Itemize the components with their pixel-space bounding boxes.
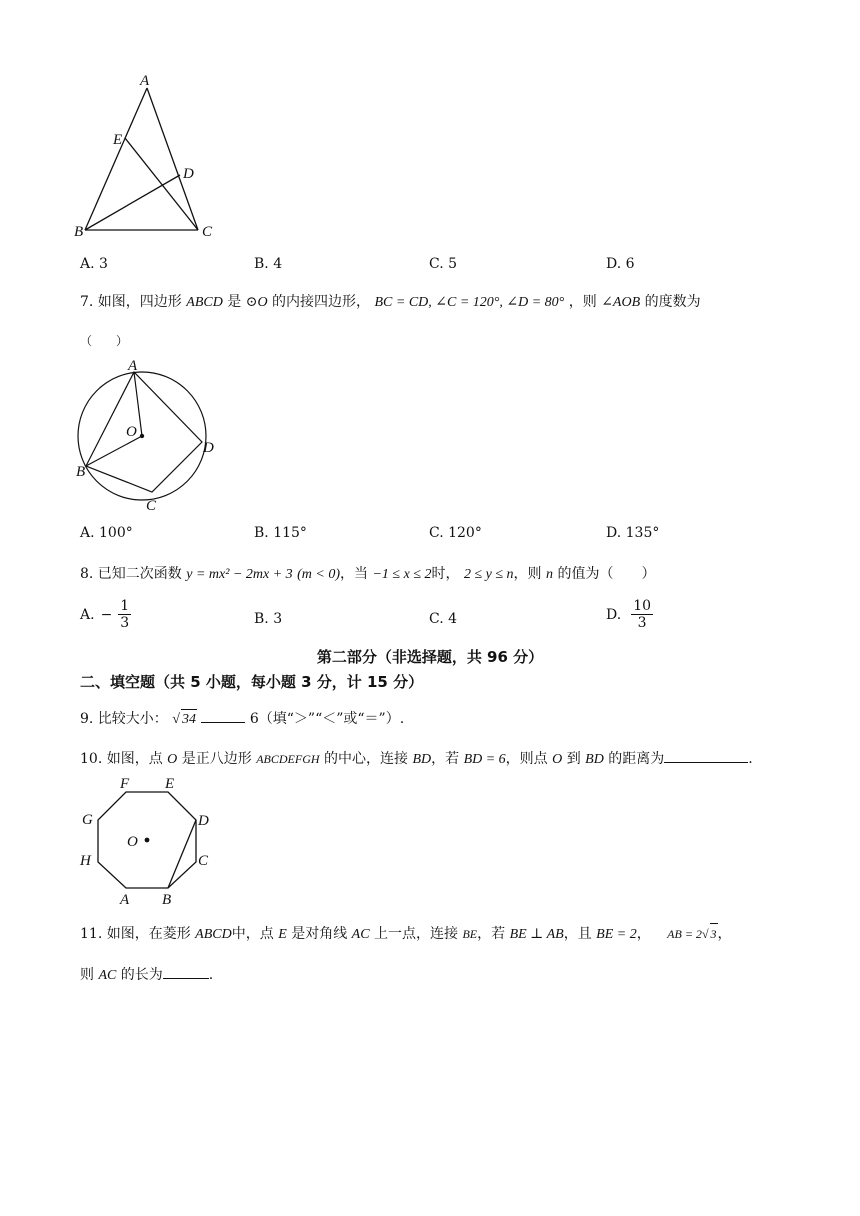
- q6-label-d: D: [183, 166, 194, 182]
- q10-label-d: D: [198, 813, 209, 829]
- q7-circle-figure: [72, 358, 222, 516]
- q7-option-a: A. 100°: [80, 525, 133, 541]
- q10-label-a: A: [120, 892, 130, 908]
- q8-stem: 8. 已知二次函数 y = mx² − 2mx + 3 (m < 0)，当 −1 ≤ x ≤ 2时， 2 ≤ y ≤ n，则 n 的值为（ ）: [80, 566, 656, 582]
- q10-label-e: E: [165, 776, 175, 792]
- q11-answer-blank[interactable]: [163, 964, 209, 979]
- q8-condition-m: (m < 0): [297, 567, 341, 582]
- q6-label-e: E: [113, 132, 123, 148]
- q8-option-b: B. 3: [254, 611, 283, 627]
- q8-option-d: D. $\frac{10}{3}$: [606, 598, 652, 631]
- q8-option-c: C. 4: [429, 611, 458, 627]
- q11-stem-line1: 11. 如图，在菱形 ABCD中，点 E 是对角线 AC 上一点，连接 BE，若 BE ⊥ AB，且 BE = 2， AB = 2√ 3，: [80, 923, 732, 945]
- q7-stem: 7. 如图，四边形 ABCD 是 ⊙O 的内接四边形， BC = CD, ∠C = 120°, ∠D = 80° ，则 ∠AOB 的度数为: [80, 294, 701, 310]
- q10-stem: 10. 如图，点 O 是正八边形 ABCDEFGH 的中心，连接 BD，若 BD = 6，则点 O 到 BD 的距离为 .: [80, 748, 753, 770]
- q11-stem-line2: 则 AC 的长为 .: [80, 964, 213, 986]
- q6-triangle-figure: [70, 70, 230, 245]
- q7-label-o: O: [126, 424, 137, 440]
- q10-answer-blank[interactable]: [664, 748, 748, 763]
- q6-side-ac: [147, 88, 198, 230]
- q10-label-o: O: [127, 834, 138, 850]
- q6-option-b: B. 4: [254, 256, 283, 272]
- q10-label-f: F: [120, 776, 130, 792]
- q8-option-a: A. − $\frac{1}{3}$: [80, 598, 130, 631]
- q7-center-dot: [140, 434, 144, 438]
- q6-segment-bd: [85, 175, 180, 230]
- q7-quadrilateral-abcd: [86, 372, 202, 492]
- q7-option-b: B. 115°: [254, 525, 307, 541]
- q7-answer-paren: （ ）: [80, 334, 129, 348]
- q7-circle: ⊙O: [245, 295, 268, 310]
- q9-answer-blank[interactable]: [201, 708, 245, 723]
- part2-title: 第二部分（非选择题，共 96 分）: [316, 648, 544, 666]
- q10-polygon: ABCDEFGH: [256, 752, 320, 766]
- q6-label-c: C: [202, 224, 213, 240]
- q10-center-dot: [145, 838, 150, 843]
- q8-function: y = mx² − 2mx + 3: [186, 567, 293, 582]
- q7-label-c: C: [146, 498, 157, 514]
- q11-condition-ab: AB = 2√ 3: [667, 927, 717, 941]
- q6-label-a: A: [140, 73, 150, 89]
- q6-option-a: A. 3: [80, 256, 108, 272]
- q9-stem: 9. 比较大小： √ 34 6（填“＞”“＜”或“＝”）.: [80, 708, 404, 730]
- q7-angle: ∠AOB: [601, 295, 641, 310]
- q10-label-c: C: [198, 853, 209, 869]
- q7-segment-bo: [86, 436, 142, 466]
- q7-option-d: D. 135°: [606, 525, 660, 541]
- q6-segment-ec: [125, 138, 198, 230]
- q7-label-d: D: [203, 440, 214, 456]
- q8-range-y: 2 ≤ y ≤ n: [463, 567, 514, 582]
- q7-option-c: C. 120°: [429, 525, 482, 541]
- q6-option-c: C. 5: [429, 256, 458, 272]
- q10-label-b: B: [162, 892, 172, 908]
- q6-option-d: D. 6: [606, 256, 635, 272]
- q10-segment-bd: [168, 820, 196, 888]
- q7-label-b: B: [76, 464, 86, 480]
- q6-label-b: B: [74, 224, 84, 240]
- q8-range-x: −1 ≤ x ≤ 2: [372, 567, 432, 582]
- q10-octagon-figure: [72, 770, 232, 908]
- section2-title: 二、填空题（共 5 小题，每小题 3 分，计 15 分）: [80, 673, 424, 691]
- q10-label-h: H: [80, 853, 91, 869]
- q11-condition-be: BE = 2: [596, 927, 637, 942]
- q7-label-a: A: [128, 358, 138, 374]
- q11-perpendicular: BE ⊥ AB: [509, 927, 564, 942]
- q6-side-ab: [85, 88, 147, 230]
- q9-radicand: 34: [181, 709, 197, 730]
- q7-condition: BC = CD, ∠C = 120°, ∠D = 80°: [374, 295, 565, 310]
- q7-quad: ABCD: [186, 295, 223, 310]
- q10-label-g: G: [82, 812, 93, 828]
- q10-condition: BD = 6: [463, 752, 506, 767]
- q8-var-n: n: [546, 567, 553, 582]
